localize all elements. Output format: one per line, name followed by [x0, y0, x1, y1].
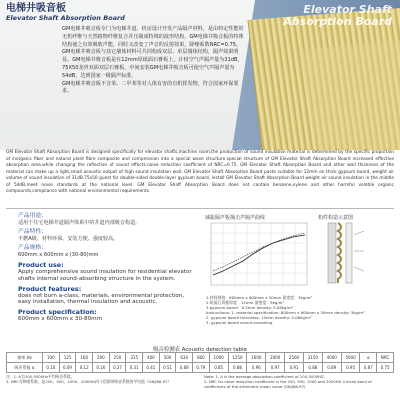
legend-line: 1.材料规格：600mm x 600mm x 50mm 面密度：3kg/m²: [206, 295, 312, 300]
note-en: Note: 1. A is the average absorption coefficient of 100-5000HZ.: [204, 374, 325, 379]
panel-title: 构件构造示意图: [318, 215, 354, 221]
table-row-coefficient: [7, 363, 394, 373]
table-cell: 0.51: [159, 363, 176, 373]
intro-cn: [62, 26, 244, 96]
gypsum-layer-outer: [346, 223, 352, 283]
table-header-coefficient: 吸声系数 α: [7, 363, 43, 373]
table-cell: 2500: [285, 353, 304, 363]
description-en: GM Elevator Shaft Absorption Board is designed specifically for elevator shafts,machine room,the production of sound insulation material is determined by the specific proportion of inorganic fiber and natural plant fibre composite and compression into a special wave structure.special structure of GM Elevator Shaft Absorption Board increased effective absorption area,while changing the reflection of sound effects.noise reduction coefficient of NRC=0.75. GM Elevator Shaft Absorption Board and other wall thickness of the material can make up a light,small acoustic output of high sound insulation wall. GM Elevator Shaft Absorption Board paste suitable for 12mm on thick gypsum board, weight air volume of sound insulation of 31dB.75x50 guest for double-sided double-layer gypsum board, install GM Elevator Shaft Absorption Board weight air sound insulation in the middle of 54dB,meet noise standards at the national level. GM Elevator Shaft Absorption Board does not contain benzene,xylene and other harmful volatile organic compounds,compliance with national environmental requirements.: [6, 150, 394, 194]
insulation-chart-svg: [205, 221, 310, 291]
page-title-en: Elevator Shaft Absorption Board: [6, 14, 125, 22]
note-en: 2. NRC for noise reduction coefficient is the 250, 500, 1000 and 2000HZ 4 three band of coefficients of the arithmetic mean value (GB/J88-97): [204, 379, 372, 390]
table-cell: 800: [193, 353, 210, 363]
watermark-title: [282, 4, 392, 28]
table-cell: 1250: [228, 353, 247, 363]
acoustic-table: [6, 352, 394, 373]
table-cell: NRC: [377, 353, 394, 363]
structure-diagram-svg: [320, 221, 380, 286]
spec-en-text: 600mm x 600mm x 30-80mm: [18, 316, 103, 323]
use-en-text: Apply comprehensive sound insulation for residential elevator shafts internal sound-absorbing structure in the system.: [18, 269, 192, 282]
note-cn: 注：1. A为100-5000Hz平均吸音系数。: [6, 374, 75, 379]
table-cell: 0.41: [143, 363, 160, 373]
table-cell: 3150: [303, 353, 322, 363]
table-cell: 250: [109, 353, 126, 363]
spec-cn-heading: 产品规格：: [18, 245, 47, 251]
table-title: 吸音检测表 Acoustic detection table: [153, 347, 247, 353]
title-block: [6, 3, 206, 23]
spec-en-heading: Product specification:: [18, 308, 97, 317]
table-header-frequency: 频率 Hz: [7, 353, 43, 363]
legend-line: 3. gypsum board sound-insulating: [206, 320, 273, 325]
table-cell: 0.10: [43, 363, 60, 373]
table-cell: 0.31: [126, 363, 143, 373]
note-row: [6, 379, 394, 389]
features-en-text: does not burn a-class, materials, environmental protection, easy installation, thermal insulation and acoustic.: [18, 292, 185, 306]
features-cn-heading: 产品特性：: [18, 229, 47, 235]
legend-line: 3.gypsum board：0.5mm density: 3.08kg/m²: [206, 305, 294, 310]
legend-line: 2. gypsum board thickness: 12mm density: 9.08kg/m²: [206, 315, 312, 320]
table-cell: 5000: [341, 353, 360, 363]
table-cell: 0.09: [59, 363, 76, 373]
table-cell: 1000: [209, 353, 228, 363]
table-cell: 100: [43, 353, 60, 363]
use-cn-heading: 产品用途：: [18, 213, 47, 219]
chart-legend: [206, 295, 396, 325]
features-en-heading: Product features:: [18, 284, 82, 293]
spec-cn-text: 600mm x 600mm x (30-80)mm: [18, 252, 99, 258]
table-cell: 315: [126, 353, 143, 363]
table-cell: 0.91: [285, 363, 304, 373]
table-cell: α: [360, 353, 377, 363]
table-cell: 400: [143, 353, 160, 363]
page-title-cn: 电梯井吸音板: [6, 3, 66, 14]
table-cell: 0.97: [266, 363, 285, 373]
chart-title: 减振隔声板撞击声隔声曲线: [205, 215, 266, 221]
table-cell: 0.95: [341, 363, 360, 373]
legend-line: Instructions: 1. material specification: 600mm x 600mm x 50mm density: 3kg/m²: [206, 310, 365, 315]
table-row-frequency: [7, 353, 394, 363]
use-cn-text: 适用于住宅电梯井道隔声体系中的井道内部吸音构造。: [18, 220, 141, 226]
table-cell: 0.68: [176, 363, 193, 373]
table-cell: 4000: [322, 353, 341, 363]
table-cell: 1600: [247, 353, 266, 363]
table-cell: 0.85: [209, 363, 228, 373]
features-cn-text: 不燃A级、材料环保、安装方便、强度较高。: [18, 236, 119, 242]
table-cell: 160: [76, 353, 93, 363]
gypsum-layer: [328, 223, 336, 283]
table-cell: 125: [59, 353, 76, 363]
wave-board-layer: [338, 223, 341, 283]
structure-diagram: [320, 221, 380, 286]
table-cell: 0.27: [109, 363, 126, 373]
watermark-line-1: Elevator Shaft: [303, 3, 392, 16]
table-cell: 0.89: [322, 363, 341, 373]
legend-line: 2.纸面石膏板厚度：12mm 面密度：9kg/m²: [206, 300, 285, 305]
table-cell: 2000: [266, 353, 285, 363]
product-info: [18, 211, 198, 323]
table-cell: 0.88: [303, 363, 322, 373]
table-cell: 0.96: [247, 363, 266, 373]
use-en-heading: Product use:: [18, 261, 64, 269]
table-cell: 0.79: [193, 363, 210, 373]
table-cell: 0.88: [228, 363, 247, 373]
intro-cn-paragraph: GM电梯井吸音板不含苯、二甲苯等对人体有害的有机挥发物，符合国家环保要求。: [62, 80, 239, 95]
table-notes: [6, 374, 394, 390]
table-cell: 0.16: [93, 363, 110, 373]
intro-cn-paragraph: GM电梯井吸音板专门为电梯井道、机房设计开发产品隔声材料，是由特定性能的无机纤维与天然植物纤维复合并压制成特殊的波形结构，GM电梯井吸音板的特殊结构使之有效吸收声能，同时又改变了声音的反射效果，降噪系数NRC=0.75。GM电梯井吸音板与其它墙体材料可共同构成双层、单层墙体结构，隔声效果明显。GM电梯井吸音板是在12mm厚纸面石膏板上，计权空气声隔声量为31dB，75X50龙骨双面双层石膏板，中间安装GM电梯井吸音板可使空气声隔声量为54dB，达到国家一级隔声标准。: [62, 26, 244, 79]
table-cell: 500: [159, 353, 176, 363]
insulation-chart: [205, 221, 310, 291]
divider: [6, 208, 394, 209]
table-cell: 0.12: [76, 363, 93, 373]
table-cell: 0.75: [377, 363, 394, 373]
watermark-line-2: Absorption Board: [283, 15, 392, 28]
table-cell: 630: [176, 353, 193, 363]
note-cn: 2. NRC为降噪系数，是250、500、1000、2000Hz四个倍频带吸音系数的平均值（GB/J88-97）: [6, 379, 172, 385]
table-cell: 0.87: [360, 363, 377, 373]
table-cell: 200: [93, 353, 110, 363]
